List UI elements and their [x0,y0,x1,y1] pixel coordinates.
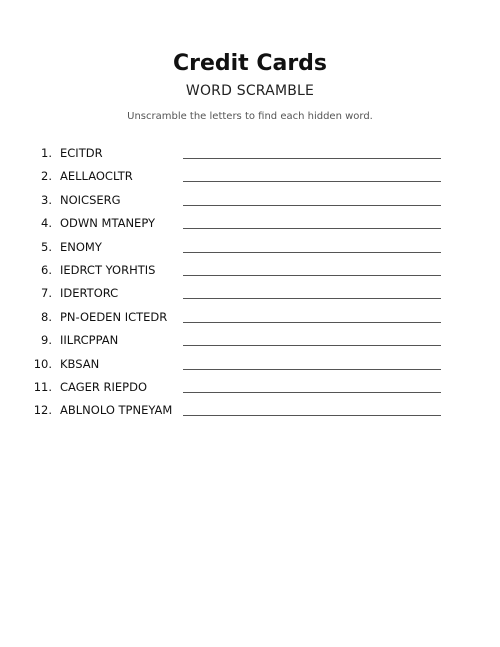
scrambled-word: ECITDR [60,146,103,160]
answer-line [183,322,441,323]
item-number: 9. [41,333,52,348]
scrambled-word: ODWN MTANEPY [60,216,156,231]
puzzle-item [30,190,450,213]
item-number: 11. [33,379,52,394]
scrambled-word: IILRCPPAN [60,333,119,348]
item-number: 6. [41,262,52,277]
item-number: 8. [41,309,52,324]
answer-line [183,369,441,370]
puzzle-item [30,166,450,189]
puzzle-item [30,283,450,306]
puzzle-item [30,400,450,423]
puzzle-item [30,354,450,377]
item-number: 4. [41,216,52,231]
answer-line [183,392,441,393]
answer-line [183,298,441,299]
scrambled-word: PN-OEDEN ICTEDR [60,309,168,324]
answer-line [183,181,441,182]
instructions-text: Unscramble the letters to find each hidden word. [127,111,373,122]
page-title: Credit Cards [172,51,328,76]
scrambled-word: ABLNOLO TPNEYAM [60,403,173,418]
answer-line [183,228,441,229]
puzzle-item [30,260,450,283]
scrambled-word: AELLAOCLTR [60,169,133,184]
word-scramble-list [30,143,450,424]
answer-line [183,205,441,206]
scrambled-word: ENOMY [60,239,102,254]
item-number: 2. [41,169,52,184]
item-number: 5. [41,239,52,254]
answer-line [183,158,441,159]
scrambled-word: KBSAN [60,356,100,371]
puzzle-item [30,237,450,260]
scrambled-word: IDERTORC [60,286,119,301]
answer-line [183,415,441,416]
scrambled-word: IEDRCT YORHTIS [60,262,156,277]
item-number: 1. [41,146,52,160]
item-number: 7. [41,286,52,301]
item-number: 12. [33,403,52,418]
puzzle-item [30,330,450,353]
puzzle-item [30,213,450,236]
item-number: 10. [33,356,52,371]
puzzle-item [30,377,450,400]
answer-line [183,345,441,346]
scrambled-word: CAGER RIEPDO [60,379,148,394]
page-subtitle: WORD SCRAMBLE [185,83,315,99]
answer-line [183,252,441,253]
puzzle-item [30,143,450,166]
puzzle-item [30,307,450,330]
item-number: 3. [41,192,52,207]
answer-line [183,275,441,276]
scrambled-word: NOICSERG [60,192,121,207]
